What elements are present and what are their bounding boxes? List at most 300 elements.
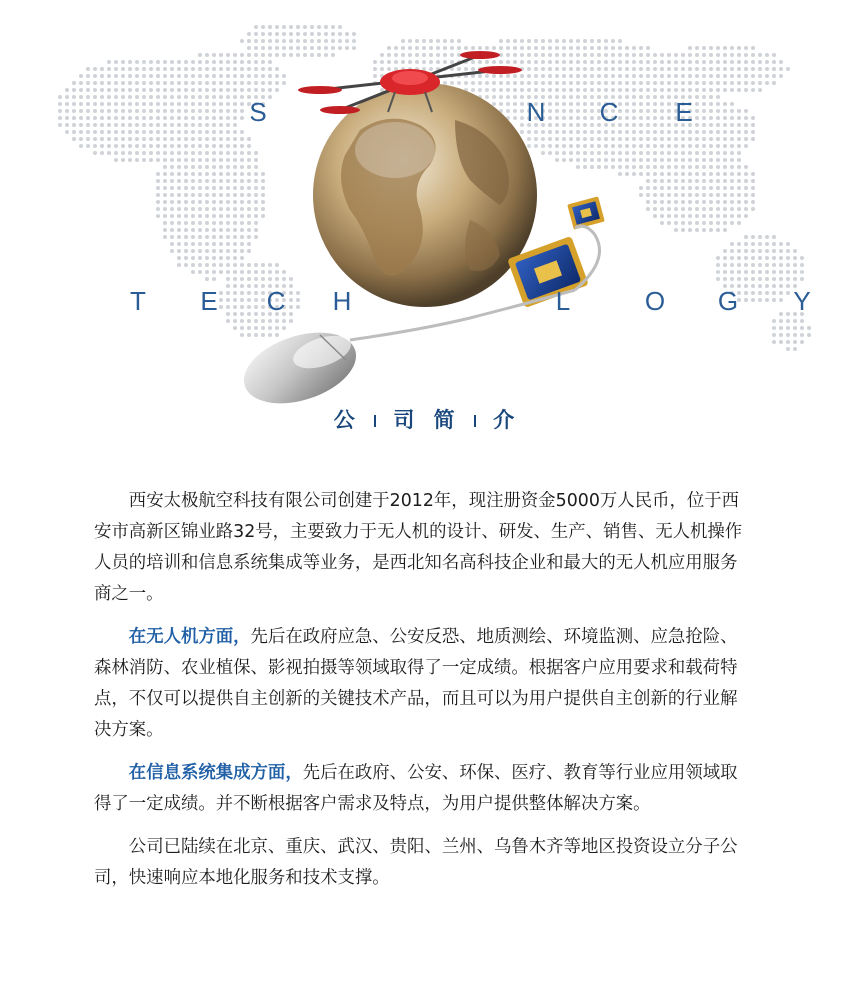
map-dot bbox=[499, 60, 503, 64]
map-dot bbox=[499, 39, 503, 43]
map-dot bbox=[646, 144, 650, 148]
map-dot bbox=[275, 67, 279, 71]
map-dot bbox=[191, 158, 195, 162]
map-dot bbox=[625, 137, 629, 141]
map-dot bbox=[702, 172, 706, 176]
map-dot bbox=[191, 74, 195, 78]
map-dot bbox=[604, 74, 608, 78]
map-dot bbox=[485, 60, 489, 64]
map-dot bbox=[604, 46, 608, 50]
map-dot bbox=[695, 67, 699, 71]
map-dot bbox=[275, 333, 279, 337]
map-dot bbox=[317, 32, 321, 36]
map-dot bbox=[653, 200, 657, 204]
map-dot bbox=[751, 200, 755, 204]
map-dot bbox=[695, 200, 699, 204]
map-dot bbox=[737, 53, 741, 57]
map-dot bbox=[646, 67, 650, 71]
map-dot bbox=[709, 193, 713, 197]
map-dot bbox=[93, 144, 97, 148]
map-dot bbox=[702, 53, 706, 57]
map-dot bbox=[779, 270, 783, 274]
map-dot bbox=[170, 158, 174, 162]
map-dot bbox=[625, 144, 629, 148]
map-dot bbox=[737, 165, 741, 169]
map-dot bbox=[240, 179, 244, 183]
map-dot bbox=[86, 81, 90, 85]
map-dot bbox=[135, 74, 139, 78]
map-dot bbox=[310, 32, 314, 36]
map-dot bbox=[226, 263, 230, 267]
map-dot bbox=[730, 46, 734, 50]
map-dot bbox=[261, 200, 265, 204]
map-dot bbox=[562, 53, 566, 57]
map-dot bbox=[205, 200, 209, 204]
map-dot bbox=[688, 193, 692, 197]
map-dot bbox=[772, 60, 776, 64]
map-dot bbox=[632, 46, 636, 50]
map-dot bbox=[226, 228, 230, 232]
map-dot bbox=[569, 137, 573, 141]
map-dot bbox=[233, 179, 237, 183]
map-dot bbox=[597, 151, 601, 155]
map-dot bbox=[639, 151, 643, 155]
map-dot bbox=[254, 39, 258, 43]
map-dot bbox=[723, 179, 727, 183]
map-dot bbox=[303, 53, 307, 57]
map-dot bbox=[212, 256, 216, 260]
map-dot bbox=[450, 46, 454, 50]
map-dot bbox=[660, 74, 664, 78]
map-dot bbox=[639, 172, 643, 176]
map-dot bbox=[639, 67, 643, 71]
map-dot bbox=[786, 263, 790, 267]
map-dot bbox=[261, 46, 265, 50]
map-dot bbox=[800, 326, 804, 330]
map-dot bbox=[632, 144, 636, 148]
map-dot bbox=[653, 165, 657, 169]
map-dot bbox=[751, 67, 755, 71]
map-dot bbox=[240, 172, 244, 176]
map-dot bbox=[583, 60, 587, 64]
map-dot bbox=[268, 326, 272, 330]
map-dot bbox=[534, 53, 538, 57]
map-dot bbox=[723, 60, 727, 64]
map-dot bbox=[478, 60, 482, 64]
technology-letter: L bbox=[555, 286, 571, 316]
map-dot bbox=[716, 214, 720, 218]
map-dot bbox=[142, 81, 146, 85]
map-dot bbox=[303, 39, 307, 43]
map-dot bbox=[548, 74, 552, 78]
map-dot bbox=[765, 81, 769, 85]
map-dot bbox=[170, 214, 174, 218]
map-dot bbox=[324, 25, 328, 29]
map-dot bbox=[212, 151, 216, 155]
map-dot bbox=[191, 165, 195, 169]
title-char: 公 bbox=[333, 408, 357, 432]
map-dot bbox=[667, 67, 671, 71]
map-dot bbox=[499, 46, 503, 50]
map-dot bbox=[772, 242, 776, 246]
map-dot bbox=[247, 158, 251, 162]
map-dot bbox=[716, 67, 720, 71]
map-dot bbox=[219, 74, 223, 78]
map-dot bbox=[261, 207, 265, 211]
map-dot bbox=[233, 151, 237, 155]
map-dot bbox=[744, 81, 748, 85]
map-dot bbox=[268, 25, 272, 29]
map-dot bbox=[555, 74, 559, 78]
map-dot bbox=[240, 228, 244, 232]
map-dot bbox=[569, 60, 573, 64]
map-dot bbox=[275, 39, 279, 43]
map-dot bbox=[135, 60, 139, 64]
map-dot bbox=[170, 200, 174, 204]
map-dot bbox=[107, 60, 111, 64]
map-dot bbox=[730, 193, 734, 197]
map-dot bbox=[674, 172, 678, 176]
map-dot bbox=[205, 207, 209, 211]
map-dot bbox=[562, 46, 566, 50]
map-dot bbox=[723, 67, 727, 71]
map-dot bbox=[660, 137, 664, 141]
map-dot bbox=[219, 200, 223, 204]
map-dot bbox=[198, 193, 202, 197]
map-dot bbox=[261, 186, 265, 190]
map-dot bbox=[282, 53, 286, 57]
map-dot bbox=[737, 214, 741, 218]
technology-letter: H bbox=[332, 286, 352, 316]
map-dot bbox=[744, 270, 748, 274]
map-dot bbox=[247, 207, 251, 211]
map-dot bbox=[555, 67, 559, 71]
map-dot bbox=[247, 144, 251, 148]
map-dot bbox=[226, 60, 230, 64]
map-dot bbox=[695, 60, 699, 64]
map-dot bbox=[170, 81, 174, 85]
map-dot bbox=[198, 256, 202, 260]
map-dot bbox=[261, 74, 265, 78]
map-dot bbox=[674, 151, 678, 155]
map-dot bbox=[191, 214, 195, 218]
title-divider bbox=[374, 415, 376, 427]
map-dot bbox=[233, 137, 237, 141]
map-dot bbox=[702, 144, 706, 148]
map-dot bbox=[751, 263, 755, 267]
map-dot bbox=[716, 165, 720, 169]
map-dot bbox=[625, 81, 629, 85]
drone-text: 先后在政府应急、公安反恐、地质测绘、环境监测、应急抢险、森林消防、农业植保、影视拍摄等领域取得了一定成绩。根据客户应用要求和载荷特点，不仅可以提供自主创新的关键技术产品，而且可以为用户提供自主创新的行业解决方案。 bbox=[94, 627, 738, 740]
map-dot bbox=[786, 67, 790, 71]
map-dot bbox=[569, 74, 573, 78]
map-dot bbox=[422, 39, 426, 43]
map-dot bbox=[436, 46, 440, 50]
map-dot bbox=[737, 46, 741, 50]
map-dot bbox=[163, 137, 167, 141]
map-dot bbox=[282, 74, 286, 78]
map-dot bbox=[716, 256, 720, 260]
technology-letter: G bbox=[717, 286, 739, 316]
map-dot bbox=[261, 172, 265, 176]
map-dot bbox=[513, 53, 517, 57]
map-dot bbox=[338, 25, 342, 29]
map-dot bbox=[261, 39, 265, 43]
map-dot bbox=[156, 193, 160, 197]
map-dot bbox=[93, 137, 97, 141]
map-dot bbox=[632, 67, 636, 71]
map-dot bbox=[163, 228, 167, 232]
map-dot bbox=[114, 67, 118, 71]
map-dot bbox=[758, 256, 762, 260]
map-dot bbox=[177, 144, 181, 148]
map-dot bbox=[191, 242, 195, 246]
map-dot bbox=[114, 137, 118, 141]
map-dot bbox=[688, 74, 692, 78]
map-dot bbox=[177, 81, 181, 85]
map-dot bbox=[254, 179, 258, 183]
map-dot bbox=[541, 74, 545, 78]
map-dot bbox=[268, 46, 272, 50]
map-dot bbox=[198, 221, 202, 225]
map-dot bbox=[254, 151, 258, 155]
map-dot bbox=[527, 74, 531, 78]
map-dot bbox=[723, 144, 727, 148]
map-dot bbox=[667, 151, 671, 155]
map-dot bbox=[618, 39, 622, 43]
map-dot bbox=[121, 144, 125, 148]
map-dot bbox=[548, 67, 552, 71]
map-dot bbox=[639, 165, 643, 169]
map-dot bbox=[660, 207, 664, 211]
map-dot bbox=[520, 60, 524, 64]
map-dot bbox=[716, 193, 720, 197]
map-dot bbox=[730, 158, 734, 162]
map-dot bbox=[261, 214, 265, 218]
map-dot bbox=[681, 74, 685, 78]
map-dot bbox=[198, 214, 202, 218]
map-dot bbox=[688, 228, 692, 232]
map-dot bbox=[219, 151, 223, 155]
map-dot bbox=[198, 207, 202, 211]
map-dot bbox=[177, 193, 181, 197]
map-dot bbox=[107, 137, 111, 141]
map-dot bbox=[653, 81, 657, 85]
map-dot bbox=[653, 172, 657, 176]
map-dot bbox=[247, 179, 251, 183]
map-dot bbox=[646, 158, 650, 162]
map-dot bbox=[261, 32, 265, 36]
map-dot bbox=[170, 242, 174, 246]
map-dot bbox=[170, 186, 174, 190]
map-dot bbox=[709, 158, 713, 162]
map-dot bbox=[737, 221, 741, 225]
map-dot bbox=[590, 151, 594, 155]
map-dot bbox=[786, 326, 790, 330]
map-dot bbox=[79, 137, 83, 141]
map-dot bbox=[534, 46, 538, 50]
map-dot bbox=[191, 221, 195, 225]
drone-highlight: 在无人机方面， bbox=[128, 627, 251, 647]
map-dot bbox=[422, 46, 426, 50]
map-dot bbox=[205, 256, 209, 260]
map-dot bbox=[415, 46, 419, 50]
map-dot bbox=[765, 242, 769, 246]
map-dot bbox=[625, 151, 629, 155]
map-dot bbox=[695, 179, 699, 183]
map-dot bbox=[212, 186, 216, 190]
map-dot bbox=[702, 200, 706, 204]
map-dot bbox=[226, 256, 230, 260]
map-dot bbox=[114, 74, 118, 78]
map-dot bbox=[688, 207, 692, 211]
map-dot bbox=[93, 74, 97, 78]
map-dot bbox=[226, 179, 230, 183]
map-dot bbox=[212, 249, 216, 253]
map-dot bbox=[744, 67, 748, 71]
map-dot bbox=[611, 74, 615, 78]
map-dot bbox=[597, 39, 601, 43]
map-dot bbox=[219, 137, 223, 141]
map-dot bbox=[233, 200, 237, 204]
map-dot bbox=[730, 137, 734, 141]
map-dot bbox=[744, 235, 748, 239]
map-dot bbox=[751, 249, 755, 253]
map-dot bbox=[716, 172, 720, 176]
map-dot bbox=[639, 81, 643, 85]
map-dot bbox=[170, 67, 174, 71]
title-divider bbox=[474, 415, 476, 427]
map-dot bbox=[345, 46, 349, 50]
map-dot bbox=[758, 67, 762, 71]
map-dot bbox=[135, 137, 139, 141]
map-dot bbox=[436, 53, 440, 57]
map-dot bbox=[611, 67, 615, 71]
map-dot bbox=[562, 39, 566, 43]
map-dot bbox=[653, 74, 657, 78]
map-dot bbox=[107, 81, 111, 85]
map-dot bbox=[198, 200, 202, 204]
map-dot bbox=[212, 74, 216, 78]
map-dot bbox=[723, 200, 727, 204]
map-dot bbox=[170, 249, 174, 253]
map-dot bbox=[233, 207, 237, 211]
map-dot bbox=[709, 186, 713, 190]
map-dot bbox=[191, 193, 195, 197]
map-dot bbox=[415, 39, 419, 43]
map-dot bbox=[247, 270, 251, 274]
map-dot bbox=[646, 193, 650, 197]
map-dot bbox=[338, 39, 342, 43]
map-dot bbox=[730, 214, 734, 218]
map-dot bbox=[254, 235, 258, 239]
map-dot bbox=[765, 270, 769, 274]
map-dot bbox=[765, 256, 769, 260]
map-dot bbox=[128, 74, 132, 78]
map-dot bbox=[576, 158, 580, 162]
map-dot bbox=[240, 186, 244, 190]
map-dot bbox=[261, 60, 265, 64]
map-dot bbox=[212, 165, 216, 169]
map-dot bbox=[758, 53, 762, 57]
map-dot bbox=[737, 186, 741, 190]
map-dot bbox=[233, 249, 237, 253]
map-dot bbox=[163, 221, 167, 225]
map-dot bbox=[604, 53, 608, 57]
map-dot bbox=[471, 46, 475, 50]
map-dot bbox=[184, 165, 188, 169]
map-dot bbox=[772, 256, 776, 260]
map-dot bbox=[730, 60, 734, 64]
map-dot bbox=[744, 207, 748, 211]
map-dot bbox=[730, 179, 734, 183]
map-dot bbox=[639, 193, 643, 197]
map-dot bbox=[156, 81, 160, 85]
map-dot bbox=[513, 46, 517, 50]
map-dot bbox=[779, 333, 783, 337]
map-dot bbox=[723, 270, 727, 274]
map-dot bbox=[163, 200, 167, 204]
map-dot bbox=[142, 74, 146, 78]
map-dot bbox=[779, 326, 783, 330]
technology-letter: O bbox=[644, 286, 666, 316]
map-dot bbox=[730, 81, 734, 85]
map-dot bbox=[695, 144, 699, 148]
map-dot bbox=[233, 242, 237, 246]
map-dot bbox=[660, 53, 664, 57]
map-dot bbox=[723, 249, 727, 253]
map-dot bbox=[758, 81, 762, 85]
map-dot bbox=[191, 81, 195, 85]
map-dot bbox=[254, 67, 258, 71]
map-dot bbox=[261, 67, 265, 71]
map-dot bbox=[184, 144, 188, 148]
map-dot bbox=[226, 74, 230, 78]
map-dot bbox=[254, 228, 258, 232]
map-dot bbox=[618, 158, 622, 162]
map-dot bbox=[156, 158, 160, 162]
map-dot bbox=[576, 165, 580, 169]
map-dot bbox=[121, 137, 125, 141]
map-dot bbox=[730, 207, 734, 211]
map-dot bbox=[709, 200, 713, 204]
map-dot bbox=[212, 60, 216, 64]
map-dot bbox=[772, 270, 776, 274]
map-dot bbox=[401, 46, 405, 50]
map-dot bbox=[709, 207, 713, 211]
map-dot bbox=[268, 74, 272, 78]
map-dot bbox=[737, 74, 741, 78]
map-dot bbox=[338, 46, 342, 50]
map-dot bbox=[163, 60, 167, 64]
map-dot bbox=[296, 53, 300, 57]
map-dot bbox=[254, 270, 258, 274]
map-dot bbox=[212, 179, 216, 183]
map-dot bbox=[793, 333, 797, 337]
map-dot bbox=[548, 39, 552, 43]
map-dot bbox=[268, 270, 272, 274]
map-dot bbox=[170, 221, 174, 225]
map-dot bbox=[632, 158, 636, 162]
map-dot bbox=[744, 46, 748, 50]
map-dot bbox=[506, 60, 510, 64]
map-dot bbox=[163, 165, 167, 169]
map-dot bbox=[590, 39, 594, 43]
science-letter: C bbox=[599, 97, 619, 127]
map-dot bbox=[702, 165, 706, 169]
map-dot bbox=[758, 74, 762, 78]
map-dot bbox=[233, 158, 237, 162]
